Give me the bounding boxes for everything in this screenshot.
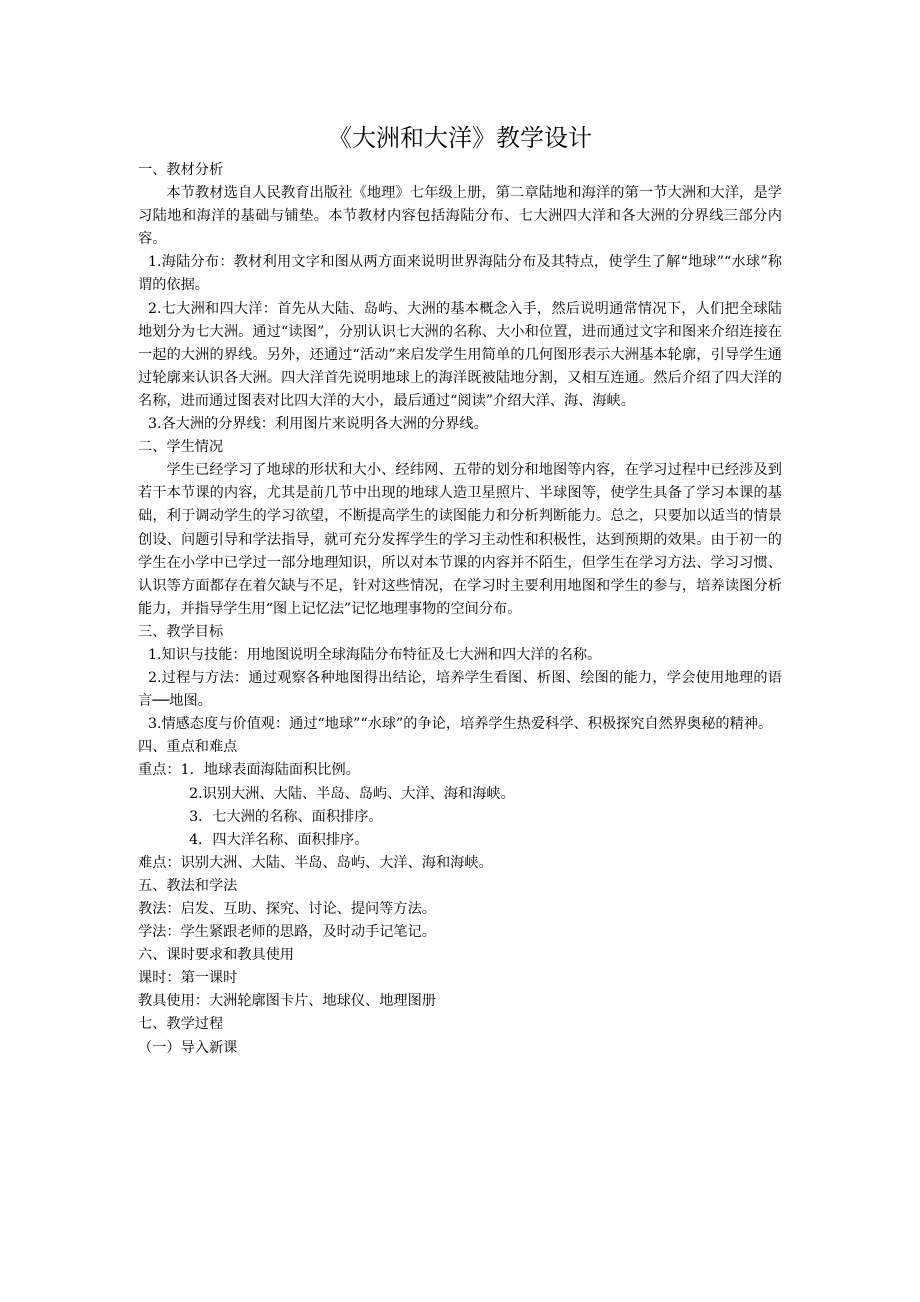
students-paragraph: 学生已经学习了地球的形状和大小、经纬网、五带的划分和地图等内容，在学习过程中已经涉及到若干本节课的内容，尤其是前几节中出现的地球人造卫星照片、半球图等，使学生具备了学习本课的基础，利于调动学生的学习欲望，不断提高学生的读图能力和分析判断能力。总之，只要加以适当的情景创设、问题引导和学法指导，就可充分发挥学生的学习主动性和积极性，达到预期的效果。由于初一的学生在小学中已学过一部分地理知识，所以对本节课的内容并不陌生，但学生在学习方法、学习习惯、认识等方面都存在着欠缺与不足，针对这些情况，在学习时主要利用地图和学生的参与，培养读图分析能力，并指导学生用“图上记忆法”记忆地理事物的空间分布。 [138,462,782,617]
goals-item-2: 2.过程与方法：通过观察各种地图得出结论，培养学生看图、析图、绘图的能力，学会使用地理的语言──地图。 [138,670,782,710]
analysis-item-2: 2.七大洲和四大洋：首先从大陆、岛屿、大洲的基本概念入手，然后说明通常情况下，人们把全球陆地划分为七大洲。通过“读图”，分别认识七大洲的名称、大小和位置，进而通过文字和图来介绍连接在一起的大洲的界线。另外，还通过“活动”来启发学生用简单的几何图形表示大洲基本轮廓，引导学生通过轮廓来认识各大洲。四大洋首先说明地球上的海洋既被陆地分割，又相互连通。然后介绍了四大洋的名称，进而通过图表对比四大洋的大小，最后通过“阅读”介绍大洋、海、海峡。 [138,300,782,409]
focus-difficulty: 难点：识别大洲、大陆、半岛、岛屿、大洋、海和海峡。 [138,854,493,871]
section-heading-focus: 四、重点和难点 [138,739,238,756]
focus-key-item-3: 3．七大洲的名称、面积排序。 [189,808,383,825]
analysis-intro-paragraph: 本节教材选自人民教育出版社《地理》七年级上册，第二章陆地和海洋的第一节大洲和大洋，是学习陆地和海洋的基础与铺垫。本节教材内容包括海陆分布、七大洲四大洋和各大洲的分界线三部分内容。 [138,185,782,248]
section-heading-methods: 五、教法和学法 [138,877,238,894]
schedule-tools: 教具使用：大洲轮廓图卡片、地球仪、地理图册 [138,993,436,1010]
analysis-item-1: 1.海陆分布：教材利用文字和图从两方面来说明世界海陆分布及其特点，使学生了解“地球”“水球”称谓的依据。 [138,254,782,294]
analysis-item-3: 3.各大洲的分界线：利用图片来说明各大洲的分界线。 [147,416,488,433]
methods-teaching: 教法：启发、互助、探究、讨论、提问等方法。 [138,901,436,917]
process-subheading: （一）导入新课 [138,1039,238,1056]
goals-item-1: 1.知识与技能：用地图说明全球海陆分布特征及七大洲和四大洋的名称。 [147,646,602,663]
focus-key-item-2: 2.识别大洲、大陆、半岛、岛屿、大洋、海和海峡。 [189,785,515,802]
schedule-lesson: 课时：第一课时 [138,970,238,987]
section-heading-analysis: 一、教材分析 [138,162,224,178]
focus-key-list [138,783,782,852]
focus-key-item-4: 4．四大洋名称、面积排序。 [189,831,369,848]
methods-learning: 学法：学生紧跟老师的思路，及时动手记笔记。 [138,924,436,941]
section-heading-goals: 三、教学目标 [138,623,224,640]
section-heading-students: 二、学生情况 [138,439,224,456]
section-heading-process: 七、教学过程 [138,1016,224,1033]
section-heading-schedule: 六、课时要求和教具使用 [138,947,295,964]
focus-key-label: 重点：1．地球表面海陆面积比例。 [138,762,360,779]
document-title: 《大洲和大洋》教学设计 [328,124,592,152]
document-content [138,159,782,1060]
goals-item-3: 3.情感态度与价值观：通过“地球”“水球”的争论，培养学生热爱科学、积极探究自然界奥秘的精神。 [147,716,773,733]
